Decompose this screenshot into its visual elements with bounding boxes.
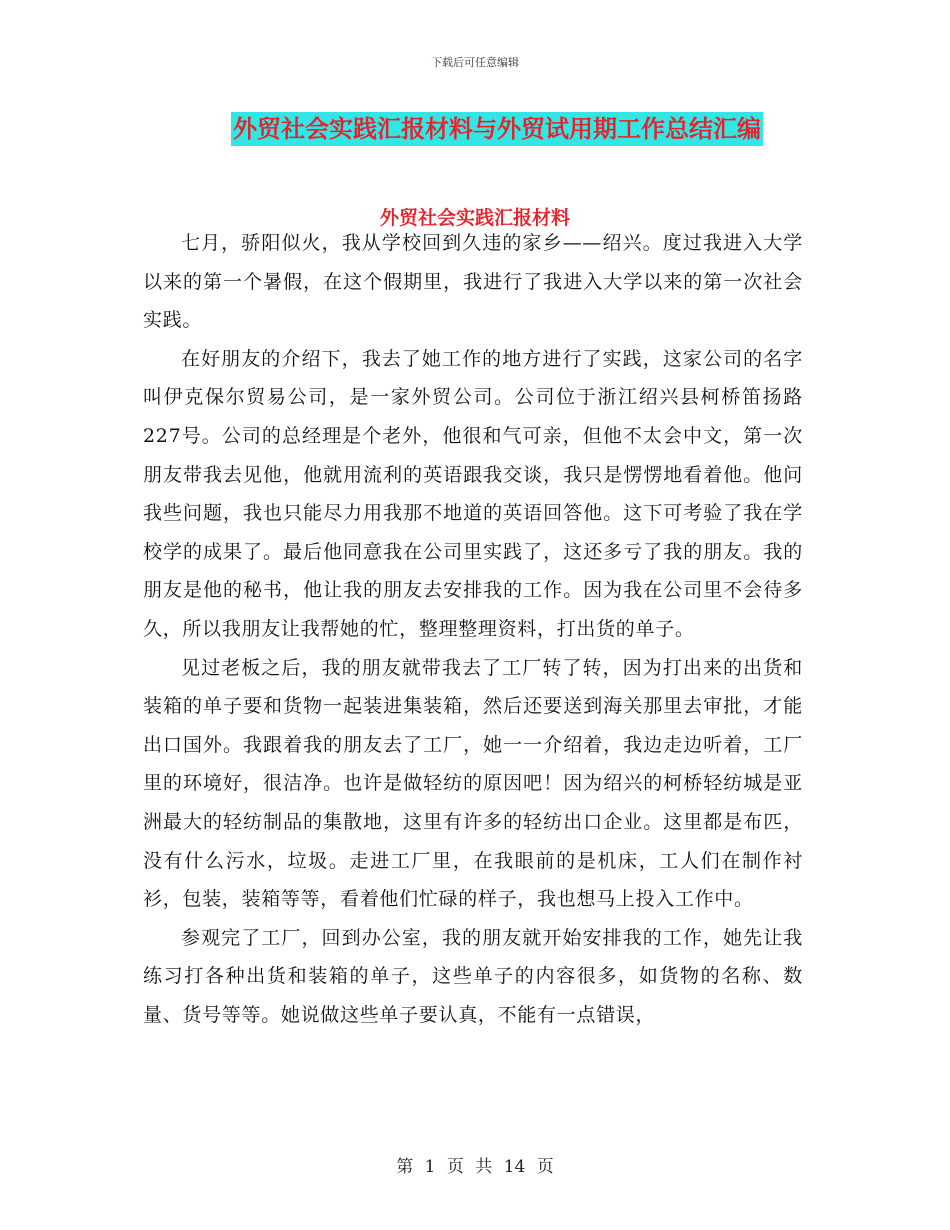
section-title: 外贸社会实践汇报材料 bbox=[379, 207, 570, 229]
body-paragraph: 七月，骄阳似火，我从学校回到久违的家乡——绍兴。度过我进入大学以来的第一个暑假，在这个假期里，我进行了我进入大学以来的第一次社会实践。 bbox=[143, 232, 803, 332]
body-paragraph: 参观完了工厂，回到办公室，我的朋友就开始安排我的工作，她先让我练习打各种出货和装箱的单子，这些单子的内容很多，如货物的名称、数量、货号等等。她说做这些单子要认真，不能有一点错误， bbox=[143, 926, 803, 1026]
document-title: 外贸社会实践汇报材料与外贸试用期工作总结汇编 bbox=[231, 112, 763, 146]
body-paragraph: 见过老板之后，我的朋友就带我去了工厂转了转，因为打出来的出货和装箱的单子要和货物一起装进集装箱，然后还要送到海关那里去审批，才能出口国外。我跟着我的朋友去了工厂，她一一介绍着，我边走边听着，工厂里的环境好，很洁净。也许是做轻纺的原因吧！因为绍兴的柯桥轻纺城是亚洲最大的轻纺制品的集散地，这里有许多的轻纺出口企业。这里都是布匹，没有什么污水，垃圾。走进工厂里，在我眼前的是机床，工人们在制作衬衫，包装，装箱等等，看着他们忙碌的样子，我也想马上投入工作中。 bbox=[143, 656, 803, 911]
document-body bbox=[143, 224, 803, 1034]
body-paragraph: 在好朋友的介绍下，我去了她工作的地方进行了实践，这家公司的名字叫伊克保尔贸易公司，是一家外贸公司。公司位于浙江绍兴县柯桥笛扬路227号。公司的总经理是个老外，他很和气可亲，但他不太会中文，第一次朋友带我去见他，他就用流利的英语跟我交谈，我只是愣愣地看着他。他问我些问题，我也只能尽力用我那不地道的英语回答他。这下可考验了我在学校学的成果了。最后他同意我在公司里实践了，这还多亏了我的朋友。我的朋友是他的秘书，他让我的朋友去安排我的工作。因为我在公司里不会待多久，所以我朋友让我帮她的忙，整理整理资料，打出货的单子。 bbox=[143, 347, 803, 640]
page-footer: 第 1 页 共 14 页 bbox=[396, 1157, 554, 1177]
page-header-note: 下载后可任意编辑 bbox=[431, 56, 519, 69]
document-title-wrapper bbox=[0, 112, 950, 146]
